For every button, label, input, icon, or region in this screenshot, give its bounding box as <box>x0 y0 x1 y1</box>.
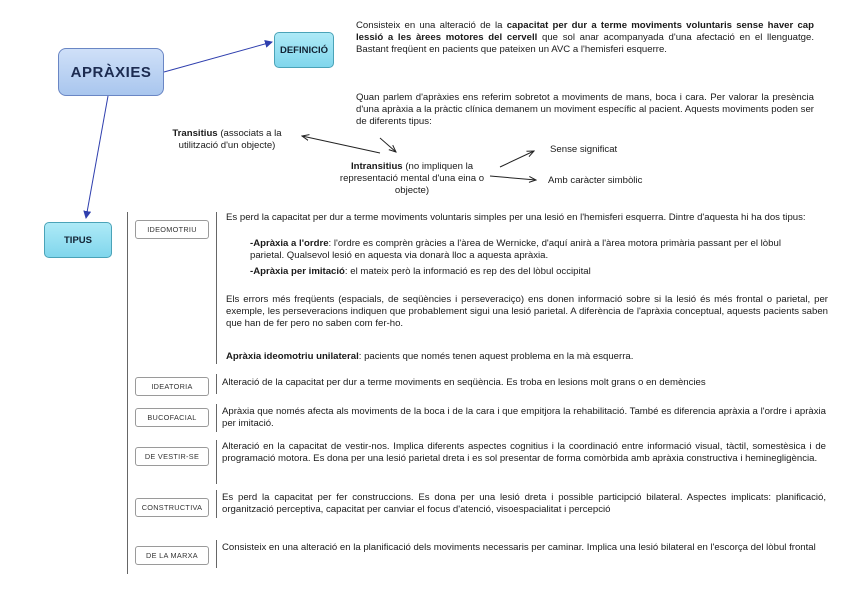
intransitius-text: Intransitius (no impliquen la representació mental d'una eina o objecte) <box>339 161 485 196</box>
tag-marxa: DE LA MARXA <box>135 546 209 565</box>
sense-significat-label: Sense significat <box>550 144 618 155</box>
arrow-to-transitius <box>302 136 380 153</box>
ideomotriu-line <box>216 212 217 364</box>
vestir-line <box>216 440 217 484</box>
arrow-to-intransitius <box>380 138 396 152</box>
arrow-to-sense-significat <box>500 151 534 167</box>
tipus-bracket-line <box>127 212 128 574</box>
bucofacial-text: Apràxia que només afecta als moviments de la boca i de la cara i que empitjora la rehabilitació. També es diferencia apràxia a l'ordre i apràxia per imitació. <box>222 406 826 429</box>
arrow-aprax-to-definicio <box>164 42 272 72</box>
transitius-text: Transitius (associats a la utilització d'un objecte) <box>172 128 282 151</box>
tag-ideatoria: IDEATORIA <box>135 377 209 396</box>
arrow-aprax-to-tipus <box>86 96 108 218</box>
ideomotriu-ordre: -Apràxia a l'ordre: l'ordre es comprèn gràcies a l'àrea de Wernicke, d'aquí anirà a l'àrea motora primària passant per el lòbul parietal. Qualsevol lesió en aquesta via donarà lloc a aquesta apràxia. <box>250 238 781 261</box>
marxa-text: Consisteix en una alteració en la planificació dels moviments necessaris per caminar. Implica una lesió bilateral en l'escorça del lòbul frontal <box>222 542 816 553</box>
tag-vestir: DE VESTIR-SE <box>135 447 209 466</box>
ideatoria-text: Alteració de la capacitat per dur a terme moviments en seqüència. Es troba en lesions molt grans o en demències <box>222 377 706 388</box>
node-tipus: TIPUS <box>44 222 112 258</box>
constructiva-text: Es perd la capacitat per fer construccions. Es dona per una lesió dreta i possible participció bilateral. Aspectes implicats: planificació, organització perceptiva, capacitat per canviar el focus d'atenció, visoespacialitat i percepció <box>222 492 826 515</box>
ideomotriu-unilateral: Apràxia ideomotriu unilateral: pacients que només tenen aquest problema en la mà esquerra. <box>226 351 634 362</box>
vestir-text: Alteració en la capacitat de vestir-nos. Implica diferents aspectes cognitius i la coordinació entre informació visual, tàctil, somestèsica i de programació motora. Es dona per una lesió parietal dreta i es sol presentar de forma comòrbida amb apràxia constructiva i heminegligència. <box>222 441 826 464</box>
definicio-text: Consisteix en una alteració de la capacitat per dur a terme moviments voluntaris sense haver cap lessió a les àrees motores del cervell que sol anar acompanyada d'una afectació en el llenguatge. Bastant freqüent en pacients que pateixen un AVC a l'hemisferi esquerre. <box>356 20 815 55</box>
ideomotriu-errors: Els errors més freqüents (espacials, de seqüències i perseveraciço) ens donen informació sobre si la lesió és més frontal o parietal, per exemple, les perseveracions indiquen que probablement sigui una lesió parietal. A diferència de l'apràxia conceptual, aquests pacients saben que han de fer pero no saben com fer-ho. <box>226 294 828 329</box>
node-definicio: DEFINICIÓ <box>274 32 334 68</box>
ideatoria-line <box>216 374 217 394</box>
amb-caracter-label: Amb caràcter simbòlic <box>548 175 643 186</box>
tag-constructiva: CONSTRUCTIVA <box>135 498 209 517</box>
marxa-line <box>216 540 217 568</box>
ideomotriu-imitacio: -Apràxia per imitació: el mateix però la informació es rep des del lòbul occipital <box>250 266 591 277</box>
ideomotriu-intro: Es perd la capacitat per dur a terme moviments voluntaris simples per una lesió en l'hemisferi esquerra. Dintre d'aquesta hi ha dos tipus: <box>226 212 806 223</box>
tag-ideomotriu: IDEOMOTRIU <box>135 220 209 239</box>
constructiva-line <box>216 490 217 518</box>
arrow-to-amb-caracter <box>490 176 536 180</box>
definicio-paragraph2: Quan parlem d'apràxies ens referim sobretot a moviments de mans, boca i cara. Per valorar la presència d'una apràxia a la pràctic clínica demanem un moviment específic al pacient. Aquests moviments poden ser de diferents tipus: <box>356 92 814 127</box>
tag-bucofacial: BUCOFACIAL <box>135 408 209 427</box>
node-apraxies: APRÀXIES <box>58 48 164 96</box>
bucofacial-line <box>216 404 217 432</box>
